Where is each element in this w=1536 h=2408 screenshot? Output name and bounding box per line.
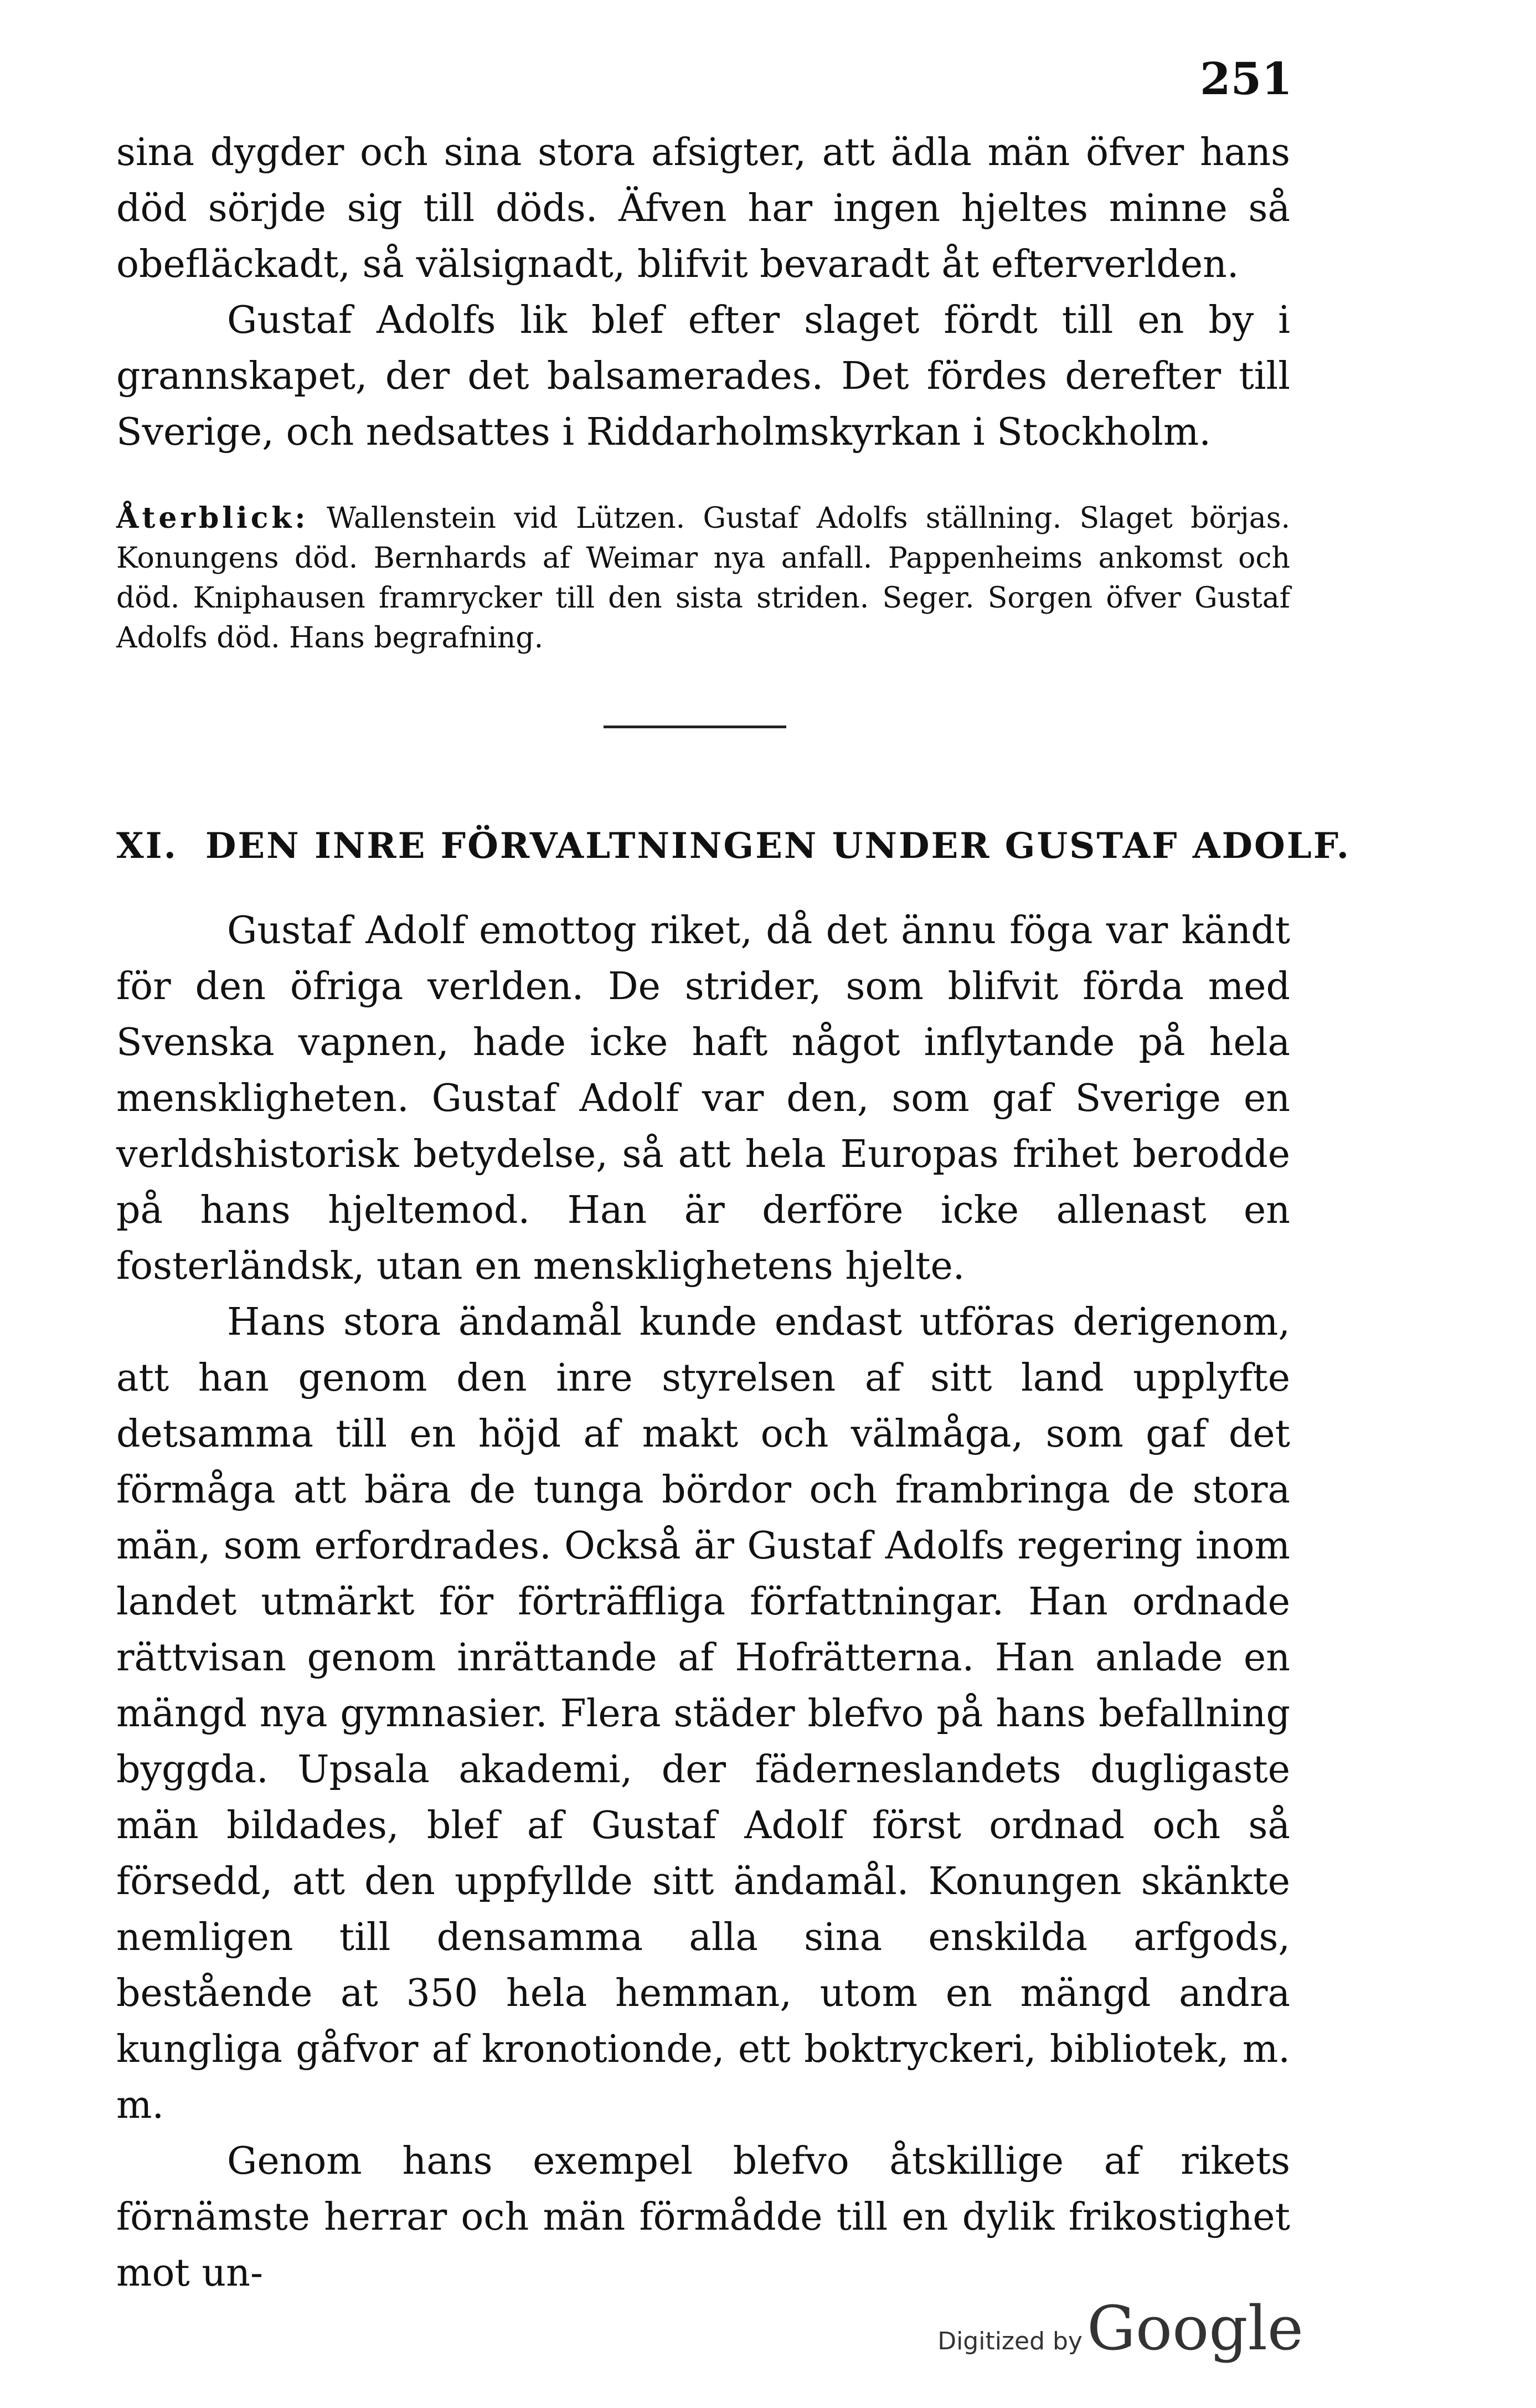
google-logo-text: Google: [1086, 2293, 1303, 2364]
recap-block: [116, 498, 1290, 658]
section-divider: [604, 726, 786, 728]
section-body: [116, 903, 1290, 2301]
section-title: DEN INRE FÖRVALTNINGEN UNDER GUSTAF ADOLF.: [205, 825, 1351, 867]
section-number: XI.: [116, 825, 178, 867]
paragraph-4: Hans stora ändamål kunde endast utföras derigenom, att han genom den inre styrelsen af sitt land upplyfte detsamma till en höjd af makt och välmåga, som gaf det förmåga att bära de tunga bördor och frambringa de stora män, som erfordrades. Också är Gustaf Adolfs regering inom landet utmärkt för förträffliga författningar. Han ordnade rättvisan genom inrättande af Hofrätterna. Han anlade en mängd nya gymnasier. Flera städer blefvo på hans befallning byggda. Upsala akademi, der fäderneslandets dugligaste män bildades, blef af Gustaf Adolf först ordnad och så försedd, att den uppfyllde sitt ändamål. Konungen skänkte nemligen till densamma alla sina enskilda arfgods, bestående at 350 hela hemman, utom en mängd andra kungliga gåfvor af kronotionde, ett boktryckeri, bibliotek, m. m.: [116, 1300, 1290, 2127]
digitized-watermark: [937, 2293, 1303, 2364]
watermark-small-text: Digitized by: [937, 2327, 1083, 2355]
recap-lead: Återblick:: [116, 501, 309, 535]
paragraph-3: Gustaf Adolf emottog riket, då det ännu föga var kändt för den öfriga verlden. De strider, som blifvit förda med Svenska vapnen, hade icke haft något inflytande på hela menskligheten. Gustaf Adolf var den, som gaf Sverige en verldshistorisk betydelse, så att hela Europas frihet berodde på hans hjeltemod. Han är derföre icke allenast en fosterländsk, utan en mensklighetens hjelte.: [116, 909, 1290, 1288]
paragraph-2: Gustaf Adolfs lik blef efter slaget fördt till en by i grannskapet, der det balsamerades. Det fördes derefter till Sverige, och nedsattes i Riddarholmskyrkan i Stockholm.: [116, 299, 1290, 454]
recap-paragraph: [116, 498, 1290, 658]
section-heading: [116, 825, 1351, 867]
paragraph-5: Genom hans exempel blefvo åtskillige af rikets förnämste herrar och män förmådde till en dylik frikostighet mot un-: [116, 2139, 1290, 2295]
recap-text: Wallenstein vid Lützen. Gustaf Adolfs ställning. Slaget börjas. Konungens död. Bernhards af Weimar nya anfall. Pappenheims ankomst och död. Kniphausen framrycker till den sista striden. Seger. Sorgen öfver Gustaf Adolfs död. Hans begrafning.: [116, 502, 1290, 655]
paragraph-1: sina dygder och sina stora afsigter, att ädla män öfver hans död sörjde sig till döds. Äfven har ingen hjeltes minne så obefläckadt, så välsignadt, blifvit bevaradt åt efterverlden.: [116, 131, 1290, 286]
page-number: 251: [1200, 53, 1292, 105]
opening-text: [116, 125, 1290, 460]
